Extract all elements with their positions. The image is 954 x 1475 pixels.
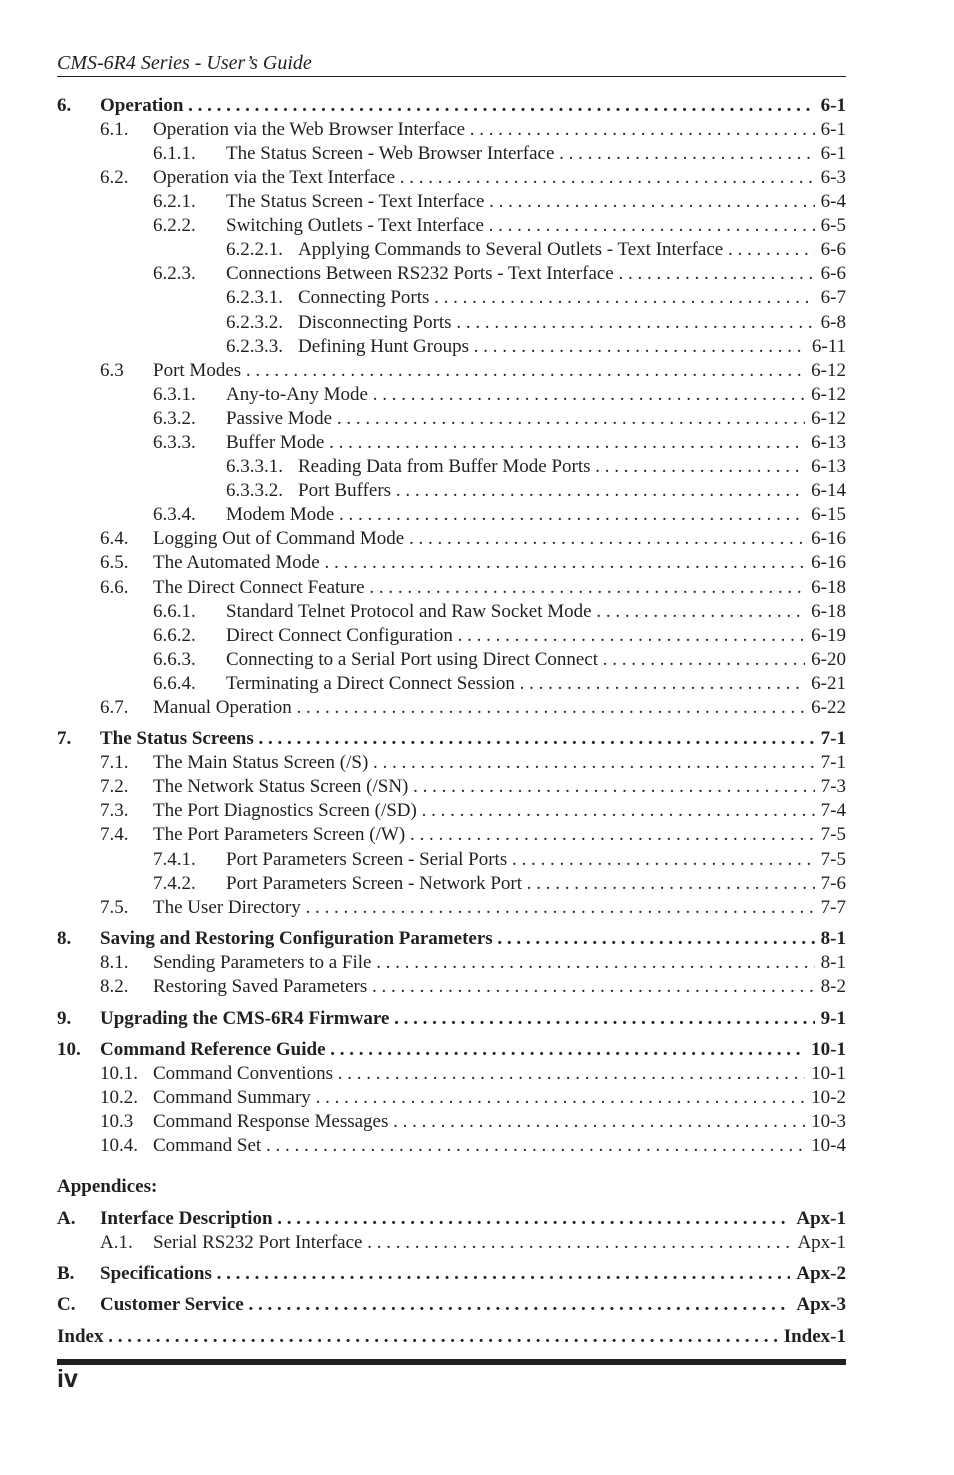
toc-entry-number: 8.: [57, 928, 72, 949]
toc-entry-page: 6-6: [815, 238, 846, 262]
toc-entry[interactable]: [57, 727, 846, 751]
toc-entry[interactable]: [57, 383, 846, 407]
toc-entry[interactable]: [57, 751, 846, 775]
toc-entry-number: 10.1.: [100, 1063, 138, 1084]
toc-entry-page: 6-21: [805, 672, 846, 696]
toc-entry-page: 10-4: [805, 1134, 846, 1158]
toc-entry-title: Manual Operation . . .: [153, 696, 846, 720]
toc-entry-title: Port Parameters Screen - Serial Ports . . .: [226, 848, 846, 872]
toc-entry-number: 7.4.1.: [153, 849, 196, 870]
toc-entry-title: The Main Status Screen (/S) . . .: [153, 751, 846, 775]
toc-entry-page: 6-11: [806, 335, 846, 359]
toc-entry-number: 7.1.: [100, 752, 129, 773]
toc-entry-page: Apx-2: [790, 1262, 846, 1286]
toc-entry-title: Any-to-Any Mode . . .: [226, 383, 846, 407]
toc-entry-page: 6-1: [815, 94, 846, 118]
toc-entry[interactable]: [57, 455, 846, 479]
toc-entry[interactable]: [57, 94, 846, 118]
toc-entry[interactable]: [57, 551, 846, 575]
toc-entry-title: The Direct Connect Feature . . .: [153, 576, 846, 600]
toc-entry-title: Disconnecting Ports . . .: [298, 311, 846, 335]
toc-entry-number: 6.2.2.1.: [226, 239, 283, 260]
toc-entry-title: The Port Diagnostics Screen (/SD) . . .: [153, 799, 846, 823]
toc-entry-title: Serial RS232 Port Interface . . .: [153, 1231, 846, 1255]
toc-entry-number: 6.1.1.: [153, 143, 196, 164]
toc-entry-number: 6.7.: [100, 697, 129, 718]
toc-entry-page: Index-1: [778, 1325, 846, 1349]
toc-entry[interactable]: [57, 359, 846, 383]
toc-entry-number: 10.2.: [100, 1087, 138, 1108]
toc-entry-number: 6.6.4.: [153, 673, 196, 694]
toc-entry[interactable]: [57, 431, 846, 455]
toc-entry-number: C.: [57, 1294, 76, 1315]
toc-entry-number: 7.4.: [100, 824, 129, 845]
toc-entry-page: 7-1: [815, 727, 846, 751]
toc-entry-number: 6.6.2.: [153, 625, 196, 646]
toc-entry-title: Sending Parameters to a File . . .: [153, 951, 846, 975]
toc-entry-number: 10.: [57, 1039, 81, 1060]
toc-entry-number: 6.3.1.: [153, 384, 196, 405]
toc-entry[interactable]: [57, 951, 846, 975]
toc-entry-title: Modem Mode . . .: [226, 503, 846, 527]
toc-entry-page: 6-3: [815, 166, 846, 190]
toc-entry[interactable]: [57, 1086, 846, 1110]
toc-entry-page: Apx-1: [791, 1231, 846, 1255]
toc-entry-number: 6.: [57, 95, 72, 116]
toc-entry-page: 7-4: [815, 799, 846, 823]
toc-entry-title: Appendices:: [57, 1176, 158, 1197]
toc-entry-number: 6.3.3.2.: [226, 480, 283, 501]
toc-entry-number: B.: [57, 1263, 75, 1284]
toc-entry[interactable]: [57, 1175, 846, 1199]
toc-entry-page: 6-13: [805, 455, 846, 479]
toc-entry-title: Specifications . . .: [100, 1262, 846, 1286]
toc-entry-title: Command Set . . .: [153, 1134, 846, 1158]
toc-entry-page: Apx-1: [790, 1207, 846, 1231]
toc-entry[interactable]: [57, 118, 846, 142]
toc-entry-number: 7.2.: [100, 776, 129, 797]
toc-entry-page: 6-5: [815, 214, 846, 238]
toc-entry[interactable]: [57, 799, 846, 823]
toc-entry-title: Customer Service . . .: [100, 1293, 846, 1317]
toc-entry-page: 10-2: [805, 1086, 846, 1110]
toc-entry[interactable]: [57, 576, 846, 600]
toc-entry-title: The Status Screen - Text Interface . . .: [226, 190, 846, 214]
toc-entry-title: Command Summary . . .: [153, 1086, 846, 1110]
toc-entry[interactable]: [57, 142, 846, 166]
toc-entry[interactable]: [57, 1207, 846, 1231]
toc-entry-number: 6.3: [100, 360, 124, 381]
toc-entry[interactable]: [57, 648, 846, 672]
toc-entry-page: 6-12: [805, 383, 846, 407]
toc-entry-title: Saving and Restoring Configuration Parameters . . .: [100, 927, 846, 951]
toc-entry-title: Port Parameters Screen - Network Port . . .: [226, 872, 846, 896]
toc-entry-page: 8-1: [815, 927, 846, 951]
toc-entry-number: 6.3.3.1.: [226, 456, 283, 477]
toc-entry-title: Connections Between RS232 Ports - Text Interface . . .: [226, 262, 846, 286]
toc-entry[interactable]: [57, 672, 846, 696]
toc-entry-title: Buffer Mode . . .: [226, 431, 846, 455]
toc-entry-title: Port Buffers . . .: [298, 479, 846, 503]
toc-entry-number: 7.4.2.: [153, 873, 196, 894]
toc-entry-title: Connecting Ports . . .: [298, 286, 846, 310]
toc-entry[interactable]: [57, 479, 846, 503]
toc-entry-number: 8.1.: [100, 952, 129, 973]
toc-entry-page: 7-1: [815, 751, 846, 775]
toc-entry-number: 6.4.: [100, 528, 129, 549]
toc-entry-number: 7.: [57, 728, 72, 749]
toc-entry-title: Operation . . .: [100, 94, 846, 118]
toc-entry[interactable]: [57, 335, 846, 359]
toc-entry-number: 6.2.3.3.: [226, 336, 283, 357]
toc-entry-page: 8-1: [815, 951, 846, 975]
toc-entry-page: 9-1: [815, 1007, 846, 1031]
toc-entry-number: 6.3.3.: [153, 432, 196, 453]
toc-entry[interactable]: [57, 503, 846, 527]
toc-entry-page: 6-1: [815, 142, 846, 166]
toc-entry[interactable]: [57, 190, 846, 214]
toc-entry-title: Reading Data from Buffer Mode Ports . . .: [298, 455, 846, 479]
toc-entry[interactable]: [57, 775, 846, 799]
footer-rule: [57, 1359, 846, 1365]
toc-entry-title: Standard Telnet Protocol and Raw Socket Mode . . .: [226, 600, 846, 624]
toc-entry-number: 7.5.: [100, 897, 129, 918]
toc-entry[interactable]: [57, 1134, 846, 1158]
toc-entry[interactable]: [57, 848, 846, 872]
toc-entry[interactable]: [57, 896, 846, 920]
toc-entry-number: A.1.: [100, 1232, 133, 1253]
toc-entry-page: 10-1: [805, 1062, 846, 1086]
toc-entry[interactable]: [57, 872, 846, 896]
toc-entry-title: Defining Hunt Groups . . .: [298, 335, 846, 359]
toc-entry-page: 7-5: [815, 848, 846, 872]
toc-entry[interactable]: [57, 286, 846, 310]
toc-entry-page: 8-2: [815, 975, 846, 999]
toc-entry-number: 6.2.2.: [153, 215, 196, 236]
toc-entry-title: Restoring Saved Parameters . . .: [153, 975, 846, 999]
toc-entry[interactable]: [57, 696, 846, 720]
toc-entry[interactable]: [57, 823, 846, 847]
toc-entry-page: 6-13: [805, 431, 846, 455]
toc-entry-page: 7-3: [815, 775, 846, 799]
toc-entry-title: Passive Mode . . .: [226, 407, 846, 431]
toc-entry-number: 6.2.: [100, 167, 129, 188]
toc-entry-number: 7.3.: [100, 800, 129, 821]
toc-entry-page: 7-7: [815, 896, 846, 920]
header-rule: [57, 76, 846, 77]
toc-entry-page: 6-15: [805, 503, 846, 527]
toc-entry-page: 6-14: [805, 479, 846, 503]
toc-entry-number: 6.6.1.: [153, 601, 196, 622]
toc-entry-number: 9.: [57, 1008, 72, 1029]
toc-entry[interactable]: [57, 927, 846, 951]
toc-entry[interactable]: [57, 975, 846, 999]
toc-entry-title: Terminating a Direct Connect Session . . .: [226, 672, 846, 696]
toc-entry[interactable]: [57, 527, 846, 551]
toc-entry-page: 6-16: [805, 551, 846, 575]
toc-entry-title: The Status Screens . . .: [100, 727, 846, 751]
toc-entry-page: 6-12: [805, 407, 846, 431]
toc-entry[interactable]: [57, 624, 846, 648]
toc-entry-title: Operation via the Web Browser Interface . . .: [153, 118, 846, 142]
toc-entry-title: Connecting to a Serial Port using Direct Connect . . .: [226, 648, 846, 672]
toc-entry-page: 6-12: [805, 359, 846, 383]
toc-entry-page: 6-22: [805, 696, 846, 720]
toc-entry-title: Switching Outlets - Text Interface . . .: [226, 214, 846, 238]
toc-entry[interactable]: [57, 1062, 846, 1086]
toc-entry-title: The Status Screen - Web Browser Interface . . .: [226, 142, 846, 166]
toc-entry-page: 10-1: [805, 1038, 846, 1062]
toc-entry-number: 6.6.3.: [153, 649, 196, 670]
toc-entry-title: Operation via the Text Interface . . .: [153, 166, 846, 190]
toc-entry-title: The Network Status Screen (/SN) . . .: [153, 775, 846, 799]
toc-entry-title: Logging Out of Command Mode . . .: [153, 527, 846, 551]
toc-entry-title: The User Directory . . .: [153, 896, 846, 920]
toc-entry[interactable]: [57, 1007, 846, 1031]
toc-entry-page: 6-8: [815, 311, 846, 335]
toc-entry-title: Command Conventions . . .: [153, 1062, 846, 1086]
toc-entry-page: 6-6: [815, 262, 846, 286]
toc-entry-number: 6.5.: [100, 552, 129, 573]
toc-entry[interactable]: [57, 238, 846, 262]
toc-entry-title: The Port Parameters Screen (/W) . . .: [153, 823, 846, 847]
toc-entry[interactable]: [57, 166, 846, 190]
toc-entry[interactable]: [57, 1038, 846, 1062]
toc-entry[interactable]: [57, 311, 846, 335]
toc-entry-page: 6-19: [805, 624, 846, 648]
toc-entry-title: Applying Commands to Several Outlets - Text Interface . . .: [298, 238, 846, 262]
toc-entry-page: 6-16: [805, 527, 846, 551]
toc-entry-page: 6-18: [805, 576, 846, 600]
running-header: CMS-6R4 Series - User’s Guide: [57, 52, 312, 74]
toc-entry-number: 6.3.2.: [153, 408, 196, 429]
toc-entry-number: 10.4.: [100, 1135, 138, 1156]
page-number: iv: [57, 1365, 78, 1393]
toc-entry-page: 6-1: [815, 118, 846, 142]
toc-entry-number: 8.2.: [100, 976, 129, 997]
toc-entry-number: 6.2.1.: [153, 191, 196, 212]
toc-entry[interactable]: [57, 262, 846, 286]
toc-entry[interactable]: [57, 1293, 846, 1317]
toc-entry-page: 6-20: [805, 648, 846, 672]
toc-entry-page: 7-5: [815, 823, 846, 847]
toc-entry-page: 7-6: [815, 872, 846, 896]
toc-entry-number: 6.2.3.1.: [226, 287, 283, 308]
toc-entry-page: 10-3: [805, 1110, 846, 1134]
toc-entry-page: 6-18: [805, 600, 846, 624]
toc-entry-number: A.: [57, 1208, 76, 1229]
toc-entry-number: 6.1.: [100, 119, 129, 140]
toc-entry-title: Command Reference Guide . . .: [100, 1038, 846, 1062]
toc-entry-page: 6-7: [815, 286, 846, 310]
toc-entry[interactable]: [57, 1262, 846, 1286]
toc-entry[interactable]: [57, 407, 846, 431]
toc-entry[interactable]: [57, 214, 846, 238]
toc-entry[interactable]: [57, 600, 846, 624]
toc-entry-title: Interface Description . . .: [100, 1207, 846, 1231]
toc-entry-title: Upgrading the CMS-6R4 Firmware . . .: [100, 1007, 846, 1031]
toc-entry[interactable]: [57, 1110, 846, 1134]
toc-entry-number: 6.6.: [100, 577, 129, 598]
toc-entry[interactable]: [57, 1231, 846, 1255]
toc-entry[interactable]: [57, 1325, 846, 1349]
toc-entry-number: 6.2.3.2.: [226, 312, 283, 333]
toc-entry-title: Command Response Messages . . .: [153, 1110, 846, 1134]
toc-entry-title: Index . . .: [57, 1325, 846, 1349]
toc-entry-page: Apx-3: [790, 1293, 846, 1317]
toc-entry-number: 10.3: [100, 1111, 134, 1132]
toc-entry-title: The Automated Mode . . .: [153, 551, 846, 575]
toc-entry-number: 6.3.4.: [153, 504, 196, 525]
toc-entry-title: Direct Connect Configuration . . .: [226, 624, 846, 648]
toc-entry-title: Port Modes . . .: [153, 359, 846, 383]
toc-entry-number: 6.2.3.: [153, 263, 196, 284]
toc-entry-page: 6-4: [815, 190, 846, 214]
